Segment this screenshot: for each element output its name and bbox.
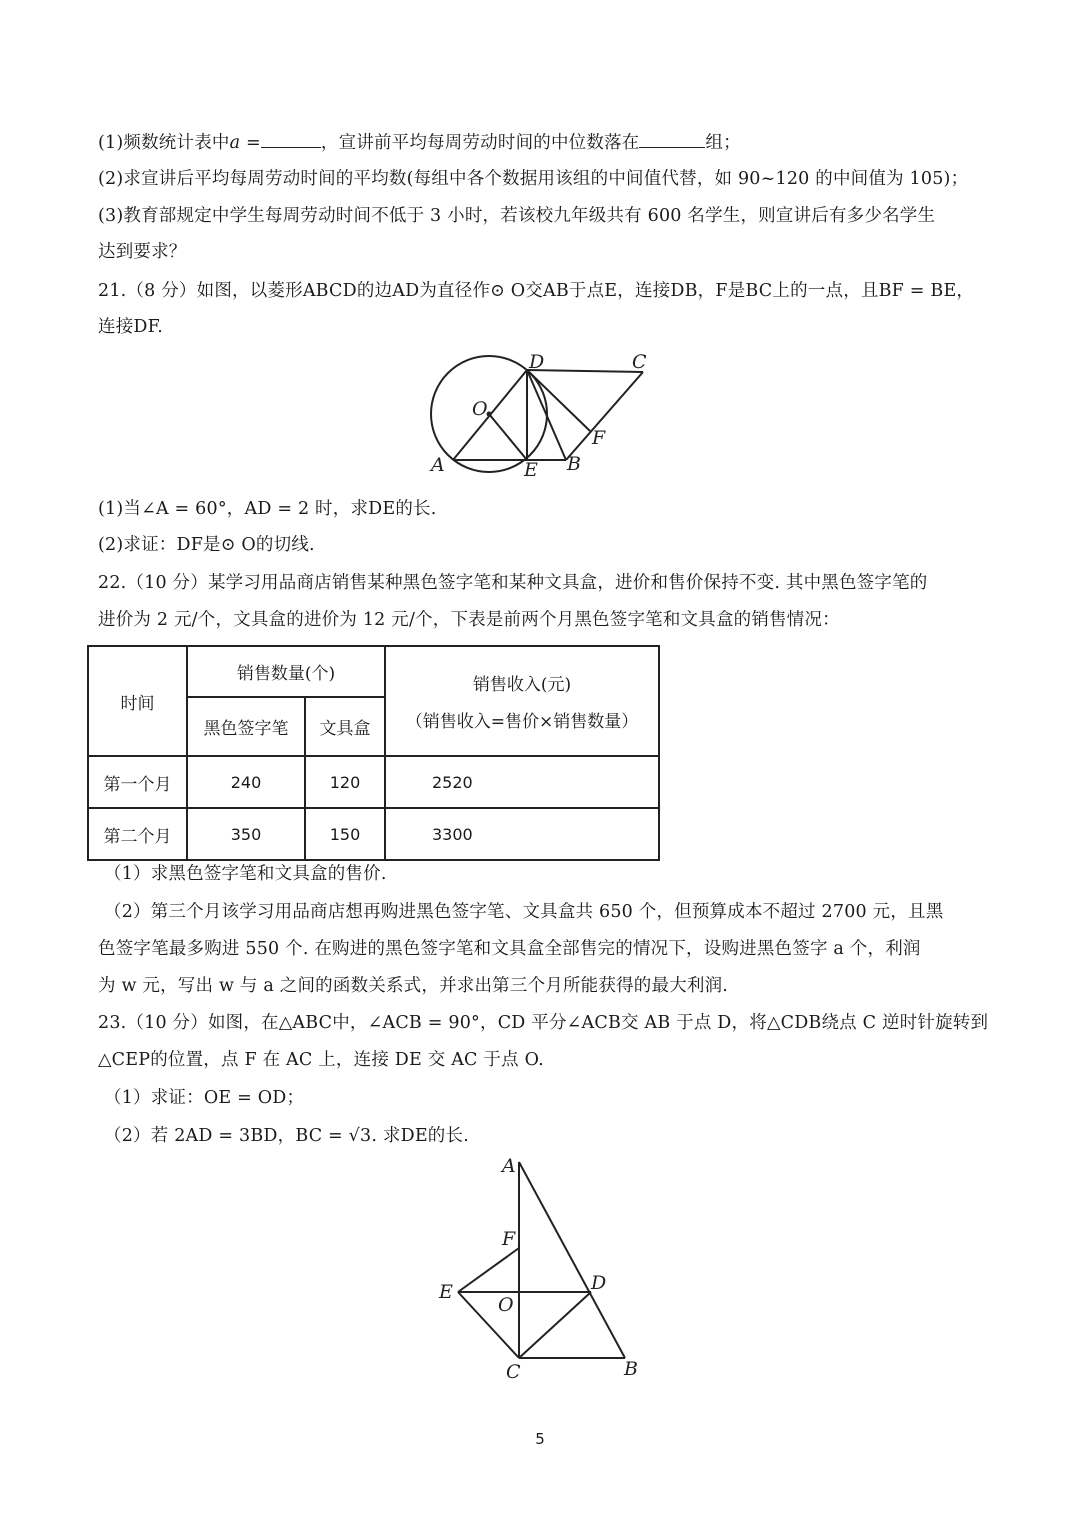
q22-part2-line2: 色签字笔最多购进 550 个. 在购进的黑色签字笔和文具盒全部售完的情况下，设购进黑色签字 a 个，利润 [98,939,921,959]
cell-month: 第一个月 [88,756,187,808]
q21-label-e: E [524,459,538,481]
q23-segment-ab [519,1162,625,1358]
q20-part3-line2: 达到要求？ [98,242,187,262]
q20-part2: (2)求宣讲后平均每周劳动时间的平均数(每组中各个数据用该组的中间值代替，如 90~120 的中间值为 105)； [98,169,969,189]
q23-label-b: B [624,1358,638,1380]
cell-box: 150 [305,808,385,860]
q23-segment-ef [458,1248,519,1292]
header-time: 时间 [88,646,187,756]
q23-segment-cd [519,1292,591,1358]
q21-segment-df [527,370,590,431]
header-revenue-label: 销售收入(元) [472,675,572,695]
q23-label-a: A [502,1155,516,1177]
q21-label-o: O [472,398,488,420]
q21-part1: (1)当∠A = 60°，AD = 2 时，求DE的长. [98,499,437,519]
header-quantity: 销售数量(个) [187,646,385,697]
q21-figure [431,356,643,472]
q22-part2-line3: 为 w 元，写出 w 与 a 之间的函数关系式，并求出第三个月所能获得的最大利润. [98,976,729,996]
q23-label-o: O [498,1294,514,1316]
q23-stem-line1: 23.（10 分）如图，在△ABC中，∠ACB = 90°，CD 平分∠ACB交 AB 于点 D，将△CDB绕点 C 逆时针旋转到 [98,1013,989,1033]
q23-stem-line2: △CEP的位置，点 F 在 AC 上，连接 DE 交 AC 于点 O. [98,1050,544,1070]
q23-part2: （2）若 2AD = 3BD，BC = √3. 求DE的长. [104,1126,469,1146]
q21-label-d: D [529,351,545,373]
header-revenue-note: （销售收入=售价×销售数量） [405,712,639,732]
cell-revenue: 3300 [385,808,659,860]
q20-part1: (1)频数统计表中a = ，宣讲前平均每周劳动时间的中位数落在 组； [98,133,741,153]
cell-box: 120 [305,756,385,808]
q22-part2-line1: （2）第三个月该学习用品商店想再购进黑色签字笔、文具盒共 650 个，但预算成本不超过 2700 元，且黑 [104,902,944,922]
header-box: 文具盒 [305,697,385,756]
q23-part1: （1）求证：OE = OD； [104,1088,305,1108]
q23-label-f: F [502,1228,516,1250]
q21-part2: (2)求证：DF是⊙ O的切线. [98,535,315,555]
sales-table [87,645,660,861]
q23-label-c: C [506,1361,521,1383]
q23-label-d: D [591,1272,607,1294]
q21-segment-db [527,370,566,460]
q21-label-b: B [567,453,581,475]
q21-label-c: C [632,351,647,373]
q21-stem-line2: 连接DF. [98,317,164,337]
header-revenue [385,646,659,756]
q22-stem-line1: 22.（10 分）某学习用品商店销售某种黑色签字笔和某种文具盒，进价和售价保持不变. 其中黑色签字笔的 [98,573,928,593]
cell-pen: 350 [187,808,305,860]
q21-label-a: A [431,454,445,476]
q23-label-e: E [439,1281,453,1303]
q22-stem-line2: 进价为 2 元/个，文具盒的进价为 12 元/个，下表是前两个月黑色签字笔和文具盒的销售情况： [98,610,840,630]
cell-revenue: 2520 [385,756,659,808]
q21-stem-line1: 21.（8 分）如图，以菱形ABCD的边AD为直径作⊙ O交AB于点E，连接DB，F是BC上的一点，且BF = BE， [98,281,975,301]
q21-segment-oe [489,414,527,460]
cell-pen: 240 [187,756,305,808]
page-number: 5 [535,1430,545,1448]
q22-part1: （1）求黑色签字笔和文具盒的售价. [104,864,387,884]
q21-label-f: F [592,427,606,449]
table-row [88,756,659,808]
header-pen: 黑色签字笔 [187,697,305,756]
q21-segment-dc [527,370,643,372]
cell-month: 第二个月 [88,808,187,860]
q20-part3-line1: (3)教育部规定中学生每周劳动时间不低于 3 小时，若该校九年级共有 600 名学生，则宣讲后有多少名学生 [98,206,936,226]
q23-figure [458,1162,625,1358]
table-row [88,808,659,860]
